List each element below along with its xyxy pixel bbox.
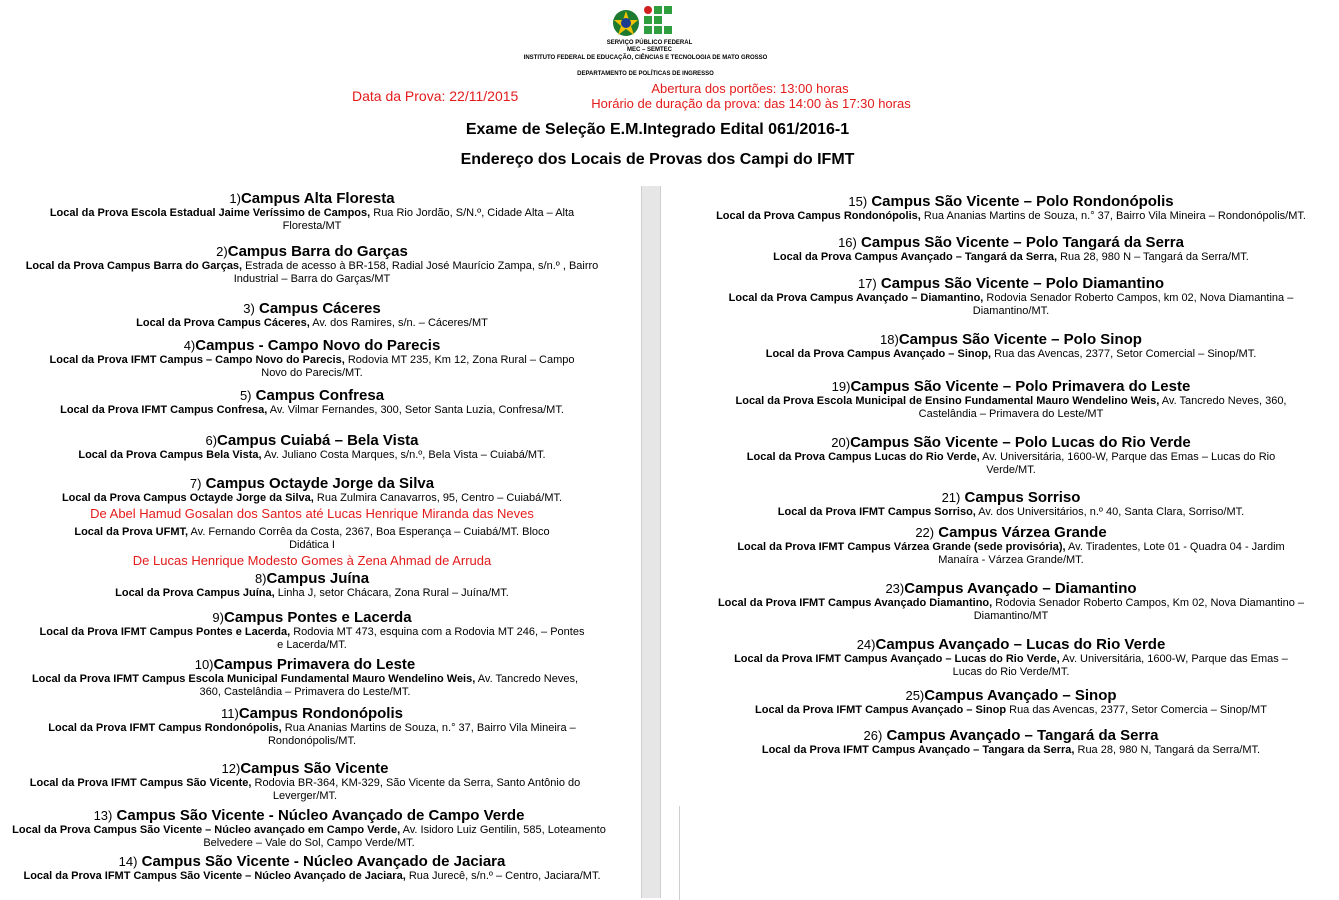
campus-title xyxy=(722,378,1300,395)
campus-name: Campus Avançado – Diamantino xyxy=(904,580,1137,597)
campus-location xyxy=(748,744,1274,757)
location-name: Local da Prova Campus Avançado – Tangará da Serra, xyxy=(773,251,1058,263)
location-address: Rua Jurecê, s/n.º – Centro, Jaciara/MT. xyxy=(405,870,601,882)
location-address: Linha J, setor Chácara, Zona Rural – Juína/MT. xyxy=(274,587,509,599)
campus-name: Campus São Vicente - Núcleo Avançado de Jaciara xyxy=(137,853,506,870)
campus-location xyxy=(714,292,1308,318)
location-address: Av. Tancredo Neves, 360, Castelândia – Primavera do Leste/MT xyxy=(918,395,1287,420)
campus-name: Campus Alta Floresta xyxy=(240,190,395,207)
campus-location xyxy=(734,451,1288,477)
campus-name: Campus São Vicente – Polo Rondonópolis xyxy=(867,193,1174,210)
campus-title xyxy=(708,580,1314,597)
location-address: Rodovia BR-364, KM-329, São Vicente da Serra, Santo Antônio do Leverger/MT. xyxy=(251,777,581,802)
campus-item xyxy=(688,275,1334,318)
campus-title xyxy=(754,331,1268,348)
location-name: Local da Prova Campus Barra do Garças, xyxy=(25,260,243,272)
campus-name: Campus Sorriso xyxy=(960,489,1081,506)
campus-location xyxy=(54,492,570,505)
campus-location xyxy=(754,348,1268,361)
campus-location xyxy=(724,541,1298,567)
campus-location xyxy=(38,354,586,380)
location-address: Av. Vilmar Fernandes, 300, Setor Santa Luzia, Confresa/MT. xyxy=(267,404,564,416)
location-address: Av. Universitária, 1600-W, Parque das Emas – Lucas do Rio Verde/MT. xyxy=(952,653,1288,678)
location-address-2: Av. Fernando Corrêa da Costa, 2367, Boa Esperança – Cuiabá/MT. Bloco Didática I xyxy=(188,526,550,551)
header-line1: SERVIÇO PÚBLICO FEDERAL xyxy=(606,40,693,46)
campus-number: 9) xyxy=(212,610,224,625)
location-address: Av. Tiradentes, Lote 01 - Quadra 04 - Jardim Manaíra - Várzea Grande/MT. xyxy=(938,541,1285,566)
campus-title xyxy=(38,705,586,722)
campus-item xyxy=(8,190,616,233)
location-name: Local da Prova Campus Bela Vista, xyxy=(78,449,262,461)
campus-title xyxy=(694,193,1328,210)
campus-name: Campus Juína xyxy=(266,570,370,587)
campus-number: 24) xyxy=(856,637,876,652)
campus-title xyxy=(38,609,586,626)
campus-name: Campus - Campo Novo do Parecis xyxy=(195,337,441,354)
campus-location xyxy=(766,506,1256,519)
location-name-2: Local da Prova UFMT, xyxy=(74,526,189,538)
campus-title xyxy=(734,434,1288,451)
campus-name: Campus São Vicente xyxy=(240,760,389,777)
campus-title xyxy=(14,243,610,260)
campus-item xyxy=(8,705,616,748)
campus-number: 12) xyxy=(221,761,241,776)
location-address: Estrada de acesso à BR-158, Radial José Maurício Zampa, s/n.º , Bairro Industrial – Barra do Garças/MT xyxy=(233,260,599,285)
campus-number: 7) xyxy=(189,476,202,491)
campus-number: 22) xyxy=(915,525,935,540)
campus-item xyxy=(8,300,616,330)
campus-title xyxy=(738,687,1284,704)
campus-number: 4) xyxy=(183,338,196,353)
campus-title xyxy=(24,760,586,777)
campus-location xyxy=(68,587,556,600)
campus-title xyxy=(714,275,1308,292)
location-name: Local da Prova Campus Avançado – Diamantino, xyxy=(728,292,984,304)
location-name: Local da Prova Campus São Vicente – Núcleo avançado em Campo Verde, xyxy=(12,824,401,836)
campus-number: 13) xyxy=(93,808,113,823)
campus-location xyxy=(12,870,612,883)
campus-location xyxy=(12,824,606,850)
campus-number: 8) xyxy=(254,571,267,586)
campus-item xyxy=(8,609,616,652)
campus-number: 18) xyxy=(880,332,899,347)
location-name: Local da Prova IFMT Campus Avançado Diamantino, xyxy=(717,597,993,609)
location-name: Local da Prova IFMT Campus Rondonópolis, xyxy=(48,722,282,734)
campus-name: Campus Barra do Garças xyxy=(227,243,408,260)
location-address: Av. Isidoro Luiz Gentilin, 585, Loteamento Belvedere – Vale do Sol, Campo Verde/MT. xyxy=(203,824,606,849)
campus-item xyxy=(688,687,1334,717)
location-address: Av. Tancredo Neves, 360, Castelândia – Primavera do Leste/MT. xyxy=(199,673,579,698)
campus-name: Campus Várzea Grande xyxy=(934,524,1107,541)
campus-location xyxy=(14,260,610,286)
location-name: Local da Prova IFMT Campus Avançado – Lucas do Rio Verde, xyxy=(734,653,1060,665)
campus-title xyxy=(24,656,586,673)
gates-open: Abertura dos portões: 13:00 horas xyxy=(651,81,849,96)
campus-number: 10) xyxy=(194,657,214,672)
campus-item xyxy=(8,387,616,417)
campus-name: Campus Octayde Jorge da Silva xyxy=(201,475,435,492)
campus-name: Campus Cuiabá – Bela Vista xyxy=(217,432,419,449)
location-name: Local da Prova IFMT Campus Pontes e Lacerda, xyxy=(39,626,291,638)
campus-title xyxy=(54,475,570,492)
campus-number: 2) xyxy=(216,244,228,259)
campus-title xyxy=(766,489,1256,506)
campus-name: Campus São Vicente – Polo Primavera do Leste xyxy=(850,378,1191,395)
campus-title xyxy=(64,432,560,449)
location-address: Rua Rio Jordão, S/N.º, Cidade Alta – Alta Floresta/MT xyxy=(282,207,575,232)
campus-item xyxy=(8,337,616,380)
exam-date: Data da Prova: 22/11/2015 xyxy=(352,88,519,104)
campus-item xyxy=(8,807,616,850)
campus-location xyxy=(24,777,586,803)
exam-duration: Horário de duração da prova: das 14:00 às 17:30 horas xyxy=(591,96,911,111)
candidate-range-1: De Abel Hamud Gosalan dos Santos até Lucas Henrique Miranda das Neves xyxy=(90,506,534,521)
location-name: Local da Prova IFMT Campus São Vicente, xyxy=(29,777,252,789)
campus-number: 26) xyxy=(863,728,883,743)
campus-number: 23) xyxy=(885,581,905,596)
campus-title xyxy=(36,190,588,207)
campus-title xyxy=(44,387,580,404)
campus-number: 3) xyxy=(243,301,255,316)
campus-number: 19) xyxy=(831,379,851,394)
location-name: Local da Prova IFMT Campus Avançado – Sinop xyxy=(755,704,1007,716)
campus-location xyxy=(24,673,586,699)
campus-name: Campus Avançado – Lucas do Rio Verde xyxy=(875,636,1166,653)
location-address: Rua das Avencas, 2377, Setor Comercia – Sinop/MT xyxy=(1006,704,1267,716)
campus-name: Campus São Vicente – Polo Tangará da Serra xyxy=(856,234,1184,251)
campus-item xyxy=(688,193,1334,223)
campus-item xyxy=(688,378,1334,421)
campus-title xyxy=(718,636,1304,653)
campus-number: 5) xyxy=(239,388,252,403)
header-line3: INSTITUTO FEDERAL DE EDUCAÇÃO, CIÊNCIAS E TECNOLOGIA DE MATO GROSSO xyxy=(523,55,768,61)
location-name: Local da Prova IFMT Campus Confresa, xyxy=(60,404,268,416)
location-name: Local da Prova Campus Cáceres, xyxy=(136,317,310,329)
location-name: Local da Prova Escola Municipal de Ensino Fundamental Mauro Wendelino Weis, xyxy=(735,395,1160,407)
campus-number: 17) xyxy=(857,276,877,291)
location-name: Local da Prova IFMT Campus Avançado – Tangara da Serra, xyxy=(761,744,1075,756)
location-address: Av. dos Ramires, s/n. – Cáceres/MT xyxy=(309,317,488,329)
location-name: Local da Prova Campus Lucas do Rio Verde, xyxy=(746,451,980,463)
campus-name: Campus São Vicente - Núcleo Avançado de Campo Verde xyxy=(112,807,525,824)
campus-location xyxy=(38,722,586,748)
campus-item xyxy=(688,234,1334,264)
location-name: Local da Prova Escola Estadual Jaime Veríssimo de Campos, xyxy=(49,207,371,219)
page-title: Exame de Seleção E.M.Integrado Edital 061/2016-1 xyxy=(465,121,850,138)
campus-location xyxy=(758,251,1264,264)
location-name: Local da Prova Campus Avançado – Sinop, xyxy=(765,348,992,360)
column-divider xyxy=(641,186,661,898)
campus-title xyxy=(12,853,612,870)
campus-number: 21) xyxy=(941,490,961,505)
location-address: Rodovia MT 473, esquina com a Rodovia MT 246, – Pontes e Lacerda/MT. xyxy=(277,626,585,651)
campus-item xyxy=(688,331,1334,361)
column-divider-line xyxy=(679,806,680,900)
campus-title xyxy=(38,337,586,354)
campus-item xyxy=(8,656,616,699)
campus-number: 15) xyxy=(848,194,868,209)
campus-item xyxy=(8,432,616,462)
campus-number: 11) xyxy=(221,706,239,721)
campus-item xyxy=(8,853,616,883)
campus-name: Campus São Vicente – Polo Diamantino xyxy=(876,275,1165,292)
campus-name: Campus São Vicente – Polo Sinop xyxy=(898,331,1142,348)
location-address: Rodovia Senador Roberto Campos, km 02, Nova Diamantina – Diamantino/MT. xyxy=(972,292,1294,317)
location-name: Local da Prova Campus Rondonópolis, xyxy=(716,210,921,222)
ifmt-logo-icon xyxy=(644,6,672,40)
campus-title xyxy=(748,727,1274,744)
campus-item xyxy=(8,475,616,569)
campus-number: 6) xyxy=(205,433,218,448)
campus-location xyxy=(694,210,1328,223)
campus-item xyxy=(8,760,616,803)
location-name: Local da Prova IFMT Campus São Vicente – Núcleo Avançado de Jaciara, xyxy=(23,870,406,882)
page-subtitle: Endereço dos Locais de Provas dos Campi do IFMT xyxy=(460,151,855,168)
campus-item xyxy=(688,636,1334,679)
candidate-range-2: De Lucas Henrique Modesto Gomes à Zena Ahmad de Arruda xyxy=(132,553,492,568)
campus-number: 25) xyxy=(905,688,925,703)
location-address: Rua 28, 980 N – Tangará da Serra/MT. xyxy=(1057,251,1249,263)
campus-location-2 xyxy=(54,526,570,552)
campus-item xyxy=(688,580,1334,623)
campus-number: 1) xyxy=(229,191,241,206)
campus-item xyxy=(688,489,1334,519)
campus-name: Campus Pontes e Lacerda xyxy=(223,609,412,626)
campus-title xyxy=(68,570,556,587)
campus-name: Campus Rondonópolis xyxy=(238,705,403,722)
campus-name: Campus Confresa xyxy=(251,387,385,404)
location-address: Av. Universitária, 1600-W, Parque das Emas – Lucas do Rio Verde/MT. xyxy=(979,451,1276,476)
campus-name: Campus Cáceres xyxy=(254,300,381,317)
campus-title xyxy=(758,234,1264,251)
campus-location xyxy=(718,653,1304,679)
campus-number: 16) xyxy=(838,235,857,250)
location-name: Local da Prova IFMT Campus Sorriso, xyxy=(777,506,976,518)
campus-location xyxy=(722,395,1300,421)
campus-location xyxy=(44,404,580,417)
campus-title xyxy=(12,807,606,824)
location-address: Av. Juliano Costa Marques, s/n.º, Bela Vista – Cuiabá/MT. xyxy=(261,449,546,461)
location-name: Local da Prova Campus Juína, xyxy=(115,587,275,599)
location-name: Local da Prova IFMT Campus Escola Municipal Fundamental Mauro Wendelino Weis, xyxy=(31,673,476,685)
campus-item xyxy=(8,570,616,600)
campus-item xyxy=(688,434,1334,477)
header-line4: DEPARTAMENTO DE POLÍTICAS DE INGRESSO xyxy=(577,71,714,77)
campus-location xyxy=(64,449,560,462)
header-line2: MEC – SEMTEC xyxy=(626,47,672,53)
campus-item xyxy=(688,524,1334,567)
campus-item xyxy=(8,243,616,286)
location-address: Rodovia Senador Roberto Campos, Km 02, Nova Diamantino – Diamantino/MT xyxy=(973,597,1305,622)
location-address: Rua 28, 980 N, Tangará da Serra/MT. xyxy=(1074,744,1261,756)
location-address: Av. dos Universitários, n.º 40, Santa Clara, Sorriso/MT. xyxy=(975,506,1245,518)
campus-item xyxy=(688,727,1334,757)
campus-name: Campus São Vicente – Polo Lucas do Rio Verde xyxy=(850,434,1191,451)
campus-name: Campus Avançado – Tangará da Serra xyxy=(882,727,1159,744)
location-address: Rua Ananias Martins de Souza, n.° 37, Bairro Vila Mineira – Rondonópolis/MT. xyxy=(920,210,1306,222)
campus-location xyxy=(738,704,1284,717)
campus-location xyxy=(38,626,586,652)
location-address: Rua das Avencas, 2377, Setor Comercial – Sinop/MT. xyxy=(991,348,1257,360)
campus-number: 14) xyxy=(118,854,138,869)
location-name: Local da Prova IFMT Campus – Campo Novo do Parecis, xyxy=(49,354,345,366)
campus-title xyxy=(118,300,506,317)
location-address: Rodovia MT 235, Km 12, Zona Rural – Campo Novo do Parecis/MT. xyxy=(261,354,575,379)
campus-title xyxy=(724,524,1298,541)
location-address: Rua Zulmira Canavarros, 95, Centro – Cuiabá/MT. xyxy=(313,492,563,504)
location-name: Local da Prova Campus Octayde Jorge da Silva, xyxy=(61,492,314,504)
campus-number: 20) xyxy=(831,435,851,450)
campus-location xyxy=(708,597,1314,623)
campus-location xyxy=(118,317,506,330)
location-name: Local da Prova IFMT Campus Várzea Grande (sede provisória), xyxy=(737,541,1066,553)
campus-location xyxy=(36,207,588,233)
campus-name: Campus Avançado – Sinop xyxy=(924,687,1117,704)
location-address: Rua Ananias Martins de Souza, n.° 37, Bairro Vila Mineira – Rondonópolis/MT. xyxy=(267,722,576,747)
campus-name: Campus Primavera do Leste xyxy=(213,656,416,673)
